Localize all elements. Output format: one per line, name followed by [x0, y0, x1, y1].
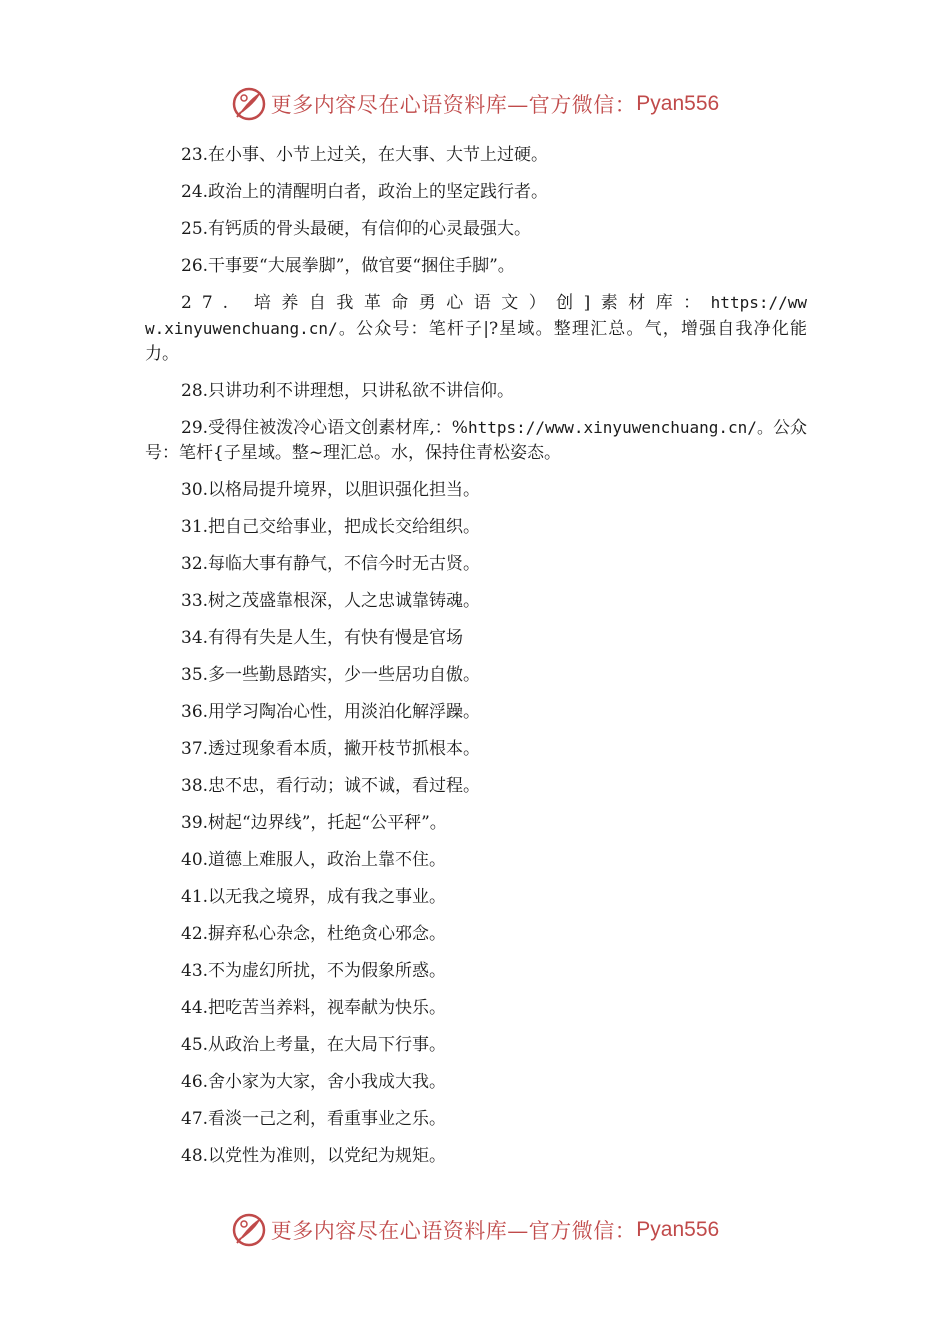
document-body	[145, 142, 807, 1180]
list-item: 26.干事要“大展拳脚”，做官要“捆住手脚”。	[181, 256, 515, 276]
list-item: 41.以无我之境界，成有我之事业。	[181, 887, 447, 907]
list-item: 36.用学习陶冶心性，用淡泊化解浮躁。	[181, 702, 481, 722]
list-item: 34.有得有失是人生，有快有慢是官场	[181, 628, 464, 648]
list-item: 32.每临大事有静气，不信今时无古贤。	[181, 554, 481, 574]
list-item: 28.只讲功利不讲理想，只讲私欲不讲信仰。	[181, 381, 515, 401]
list-item: 44.把吃苦当养料，视奉献为快乐。	[181, 998, 447, 1018]
list-item-27	[145, 290, 807, 367]
list-item: 23.在小事、小节上过关，在大事、大节上过硬。	[181, 145, 549, 165]
list-item: 45.从政治上考量，在大局下行事。	[181, 1035, 447, 1055]
item29-text-tail: 公众号：笔杆{子星域。整~理汇总。水，保持住青松姿态。	[145, 418, 807, 463]
list-item: 35.多一些勤恳踏实，少一些居功自傲。	[181, 665, 481, 685]
header-banner-text: 更多内容尽在心语资料库—官方微信：	[270, 93, 637, 117]
list-item: 30.以格局提升境界，以胆识强化担当。	[181, 480, 481, 500]
header-wechat-id: Pyan556	[636, 92, 720, 115]
list-item: 38.忠不忠，看行动；诚不诚，看过程。	[181, 776, 481, 796]
list-item: 24.政治上的清醒明白者，政治上的坚定践行者。	[181, 182, 549, 202]
item27-text: 27. 培养自我革命勇心语文）创]素材库：	[181, 293, 711, 313]
item27-text-tail: 公众号：笔杆子|?星域。整理汇总。气，增强自我净化能力。	[145, 319, 807, 364]
list-item: 31.把自己交给事业，把成长交给组织。	[181, 517, 481, 537]
list-item: 40.道德上难服人，政治上靠不住。	[181, 850, 447, 870]
quill-logo-icon	[231, 86, 267, 122]
list-item: 48.以党性为准则，以党纪为规矩。	[181, 1146, 447, 1166]
footer-wechat-id: Pyan556	[636, 1218, 720, 1241]
list-item: 43.不为虚幻所扰，不为假象所惑。	[181, 961, 447, 981]
item27-url: https://www.xinyuwenchuang.cn/。	[145, 293, 807, 338]
quill-logo-icon	[231, 1212, 267, 1248]
list-item: 42.摒弃私心杂念，杜绝贪心邪念。	[181, 924, 447, 944]
header-banner	[0, 82, 950, 126]
footer-banner	[0, 1208, 950, 1252]
list-item: 33.树之茂盛靠根深，人之忠诚靠铸魂。	[181, 591, 481, 611]
list-item-29	[145, 415, 807, 466]
item29-url: https://www.xinyuwenchuang.cn/。	[467, 418, 773, 437]
list-item: 39.树起“边界线”，托起“公平秤”。	[181, 813, 447, 833]
item29-text: 29.受得住被泼冷心语文创素材库,：%	[181, 418, 468, 438]
list-item: 25.有钙质的骨头最硬，有信仰的心灵最强大。	[181, 219, 532, 239]
list-item: 47.看淡一己之利，看重事业之乐。	[181, 1109, 447, 1129]
list-item: 46.舍小家为大家，舍小我成大我。	[181, 1072, 447, 1092]
footer-banner-text: 更多内容尽在心语资料库—官方微信：	[270, 1219, 637, 1243]
list-item: 37.透过现象看本质，撇开枝节抓根本。	[181, 739, 481, 759]
